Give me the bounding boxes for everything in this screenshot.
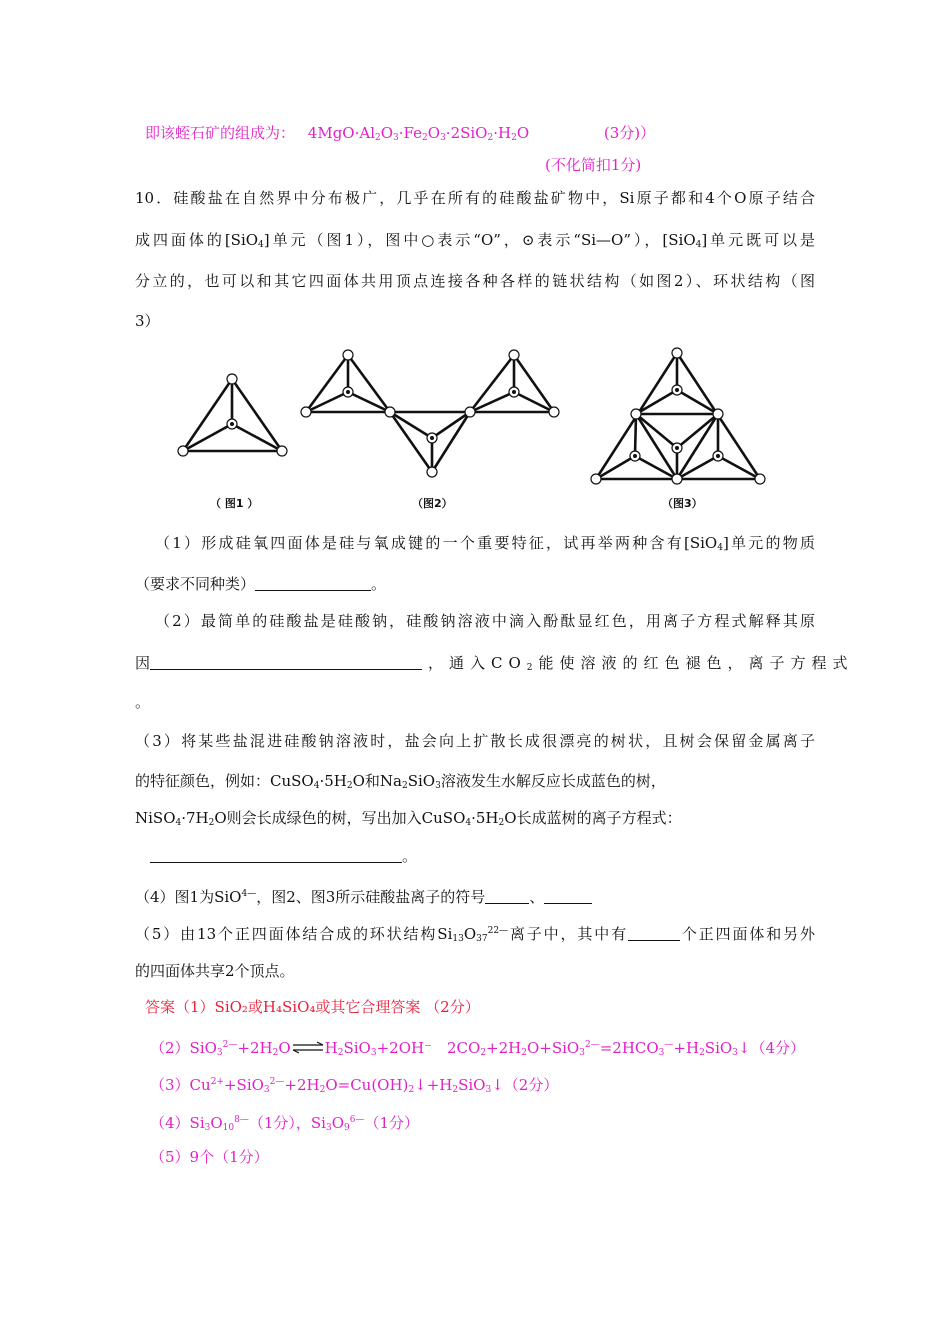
q2-line-2: 因 ，通入$CO_2$能使溶液的红色褪色，离子方程式 [135, 654, 854, 673]
q2-line-3: 。 [135, 693, 151, 711]
q4-line: （4）图1为SiO$^{4—}$，图2、图3所示硅酸盐离子的符号 、 [135, 884, 592, 907]
q2-answer-blank[interactable] [150, 655, 422, 670]
question-intro-line-2: 成四面体的[SiO$_4$]单元（图1），图中○表示“O”，⊙表示“Si—O”），[SiO$_4$]单元既可以是 [135, 231, 815, 250]
figure-1-diagram [170, 370, 300, 465]
figure-3-caption: （图3） [662, 497, 703, 510]
q1-line-2: （要求不同种类） 。 [135, 575, 387, 593]
prev-answer-formula: $4MgO\cdot Al_2O_3\cdot Fe_2O_3\cdot 2SiO_2\cdot H_2O$ [307, 124, 530, 143]
question-intro-line-4: 3） [135, 312, 160, 330]
figure-2-caption: （图2） [412, 497, 453, 510]
figure-3-diagram [590, 348, 770, 488]
q5-line-1: （5）由13个正四面体结合成的环状结构$Si_{13}O_{37}^{22—}$离子中，其中有 个正四面体和另外 [135, 925, 815, 944]
figure-1-caption: （ 图1 ） [210, 497, 259, 510]
q5-line-2: 的四面体共享2个顶点。 [135, 962, 295, 980]
q5-answer-blank[interactable] [628, 926, 680, 941]
answer-5: （5）9个（1分） [150, 1148, 269, 1166]
prev-answer-label: 即该蛭石矿的组成为： [145, 124, 296, 142]
answer-1: 答案（1）SiO₂或H₄SiO₄或其它合理答案 （2分） [145, 998, 480, 1016]
prev-answer-note: (不化简扣1分) [545, 156, 642, 174]
q3-answer-blank[interactable] [150, 848, 402, 863]
q3-line-4: 。 [150, 846, 417, 866]
answer-4: $(4)Si_3O_{10}^{8—}(1$分），$Si_3O_9^{6—}(1$分） [150, 1114, 420, 1133]
q1-line-1: （1）形成硅氧四面体是硅与氧成键的一个重要特征，试再举两种含有[SiO$_4$]单元的物质 [155, 534, 815, 553]
question-number: 10． [135, 189, 174, 207]
q4-answer-blank-2[interactable] [544, 889, 592, 904]
question-intro-line-3: 分立的，也可以和其它四面体共用顶点连接各种各样的链状结构（如图2）、环状结构（图 [135, 272, 815, 290]
equilibrium-arrow-icon [291, 1041, 325, 1055]
prev-answer-score: (3分)） [603, 124, 656, 142]
q1-answer-blank[interactable] [255, 576, 371, 591]
answer-3: $(3)Cu^{2+}+SiO_3^{2—}+2H_2O=Cu(OH)_2↓+H_2SiO_3↓(2$分） [150, 1076, 559, 1095]
question-intro-line-1: 10．硅酸盐在自然界中分布极广，几乎在所有的硅酸盐矿物中，Si原子都和4个O原子结合 [135, 189, 816, 207]
q3-line-3: $NiSO_4\cdot 7H_2O$则会长成绿色的树，写出加入$CuSO_4\cdot 5H_2O$长成蓝树的离子方程式： [135, 809, 682, 828]
q3-line-2: 的特征颜色，例如：$CuSO_4\cdot 5H_2O$和$Na_2SiO_3$溶液发生水解反应长成蓝色的树， [135, 772, 666, 791]
answer-2: $(2)SiO_3^{2—}+2H_2O$ $H_2SiO_3+2OH^-$ $2CO_2+2H_2O+SiO_3^{2—}=2HCO_3^—+H_2SiO_3↓(4$分） [150, 1039, 806, 1058]
q4-answer-blank-1[interactable] [485, 889, 529, 904]
q2-line-1: （2）最简单的硅酸盐是硅酸钠，硅酸钠溶液中滴入酚酞显红色，用离子方程式解释其原 [155, 612, 815, 630]
prev-answer-line [145, 123, 655, 148]
q3-line-1: （3）将某些盐混进硅酸钠溶液时，盐会向上扩散长成很漂亮的树状，且树会保留金属离子 [135, 732, 815, 750]
figure-2-diagram [300, 350, 560, 480]
